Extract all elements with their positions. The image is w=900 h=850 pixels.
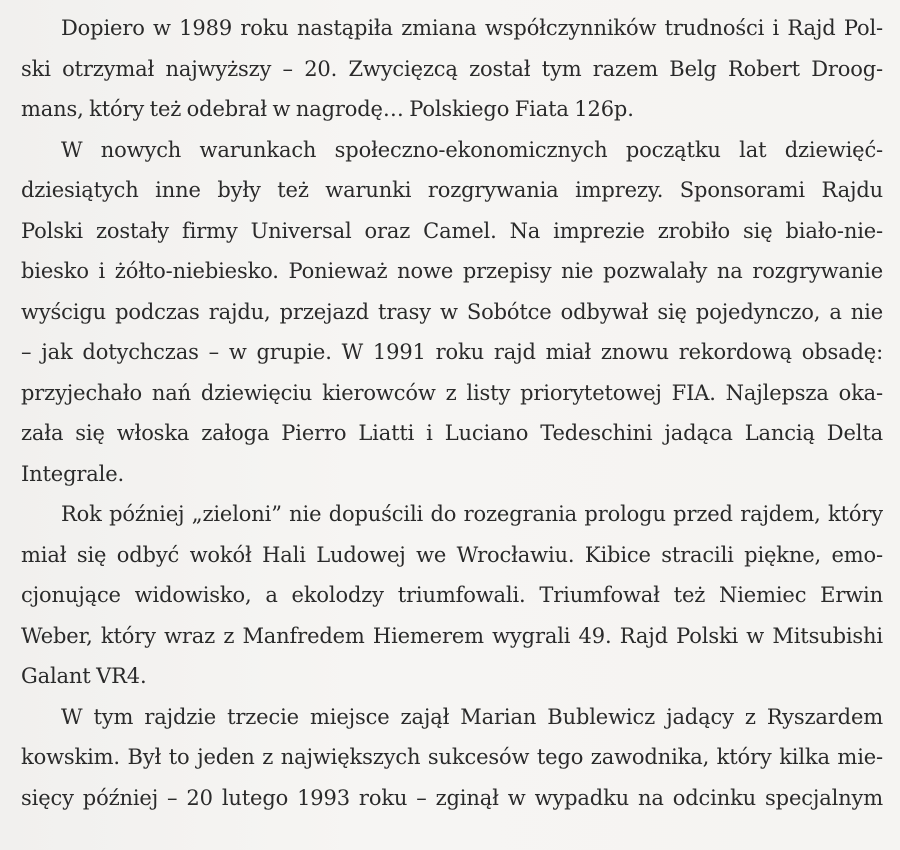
paragraph-4-line-2: kowskim. Był to jeden z największych sukcesów tego zawodnika, który kilka mie- <box>21 745 883 769</box>
paragraph-2-line-5: wyścigu podczas rajdu, przejazd trasy w Sobótce odbywał się pojedynczo, a nie <box>21 299 883 324</box>
paragraph-2-line-7: przyjechało nań dziewięciu kierowców z listy priorytetowej FIA. Najlepsza oka- <box>21 380 883 405</box>
paragraph-3-line-5: Galant VR4. <box>21 664 147 688</box>
page-text <box>21 8 883 818</box>
paragraph-1-line-1: Dopiero w 1989 roku nastąpiła zmiana współczynników trudności i Rajd Pol- <box>61 16 883 40</box>
paragraph-2-line-9: Integrale. <box>21 461 125 486</box>
paragraph-3-line-1: Rok później „zieloni” nie dopuścili do rozegrania prologu przed rajdem, który <box>61 502 883 526</box>
paragraph-2-line-8: zała się włoska załoga Pierro Liatti i Luciano Tedeschini jadąca Lancią Delta <box>21 421 883 445</box>
paragraph-1-line-3: mans, który też odebrał w nagrodę… Polskiego Fiata 126p. <box>21 97 634 121</box>
paragraph-3-line-3: cjonujące widowisko, a ekolodzy triumfowali. Triumfował też Niemiec Erwin <box>21 583 883 607</box>
paragraph-3-line-4: Weber, który wraz z Manfredem Hiemerem wygrali 49. Rajd Polski w Mitsubishi <box>21 623 883 648</box>
paragraph-2-line-4: biesko i żółto-niebiesko. Ponieważ nowe przepisy nie pozwalały na rozgrywanie <box>21 259 883 283</box>
paragraph-4-line-3: sięcy później – 20 lutego 1993 roku – zginął w wypadku na odcinku specjalnym <box>21 785 883 810</box>
paragraph-2-line-1: W nowych warunkach społeczno-ekonomicznych początku lat dziewięć- <box>61 137 883 162</box>
paragraph-1-line-2: ski otrzymał najwyższy – 20. Zwycięzcą został tym razem Belg Robert Droog- <box>21 56 883 81</box>
paragraph-2-line-6: – jak dotychczas – w grupie. W 1991 roku rajd miał znowu rekordową obsadę: <box>21 340 883 364</box>
paragraph-2-line-2: dziesiątych inne były też warunki rozgrywania imprezy. Sponsorami Rajdu <box>21 178 883 202</box>
paragraph-3-line-2: miał się odbyć wokół Hali Ludowej we Wrocławiu. Kibice stracili piękne, emo- <box>21 542 883 567</box>
paragraph-4-line-1: W tym rajdzie trzecie miejsce zajął Marian Bublewicz jadący z Ryszardem <box>61 704 883 729</box>
paragraph-2-line-3: Polski zostały firmy Universal oraz Camel. Na imprezie zrobiło się biało-nie- <box>21 218 883 243</box>
